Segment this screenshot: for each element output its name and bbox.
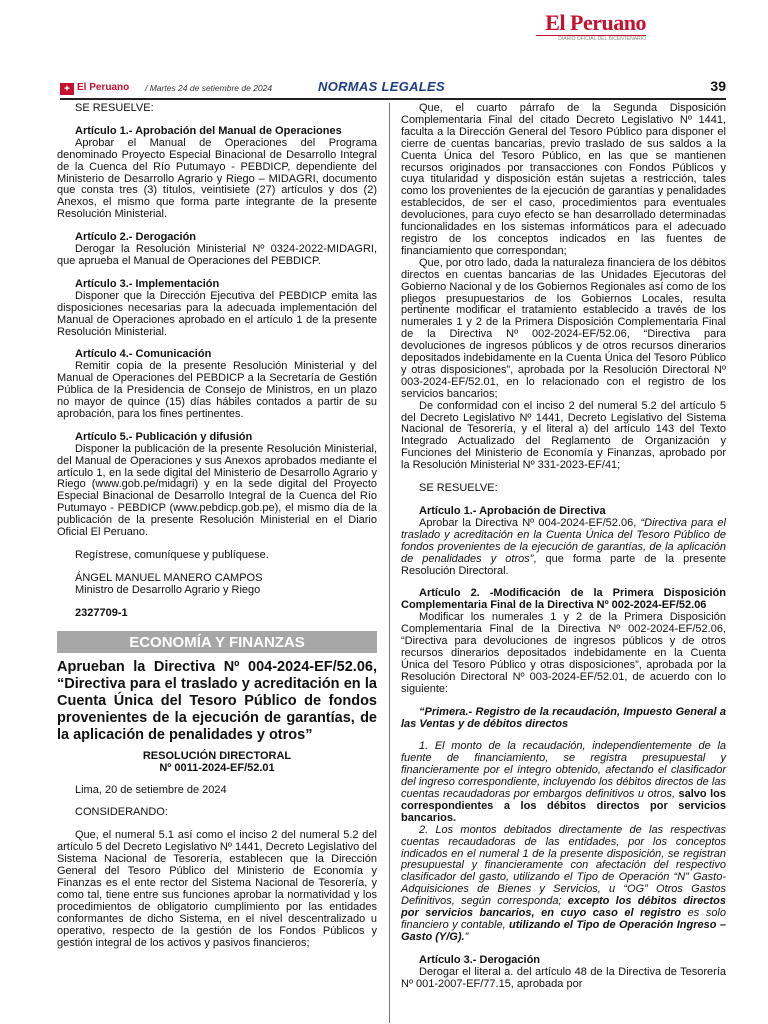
article-heading: Artículo 1.- Aprobación del Manual de Operaciones <box>75 124 342 137</box>
text-run: es solo financiero y contable, <box>401 907 726 931</box>
text-run-bold: salvo los correspondientes a los débitos directos por servicios bancarios. <box>401 788 726 824</box>
se-resuelve: SE RESUELVE: <box>75 102 154 114</box>
article-body: Modificar los numerales 1 y 2 de la Primera Disposición Complementaria Final de la Directiva Nº 002-2024-EF/52.06, “Directiva para devoluciones de ingresos públicos y de otros recursos dinerarios depositados indebidamente en la Cuenta Única del Tesoro Público y otras disposiciones”, aprobada por la Resolución Directoral Nº 003-2024-EF/52.01, de acuerdo con lo siguiente: <box>401 611 726 695</box>
article-body: Remitir copia de la presente Resolución Ministerial y del Manual de Operaciones del PEBDICP a la Secretaría de Gestión Pública de la Presidencia de Consejo de Ministros, en un plazo no mayor de quince (15) días hábiles contados a partir de su aprobación, para los fines pertinentes. <box>57 360 377 420</box>
article-body: Derogar la Resolución Ministerial Nº 0324-2022-MIDAGRI, que aprueba el Manual de Operaciones del PEBDICP. <box>57 243 377 267</box>
article-body: Derogar el literal a. del artículo 48 de la Directiva de Tesorería Nº 001-2007-EF/77.15, aprobada por <box>401 965 726 990</box>
right-column <box>401 103 726 991</box>
article-body: Disponer la publicación de la presente Resolución Ministerial, del Manual de Operaciones y sus Anexos aprobados mediante el artículo 1, en la sede digital del Ministerio de Desarrollo Agrario y Riego (www.gob.pe/midagri) y en la sede digital del Proyecto Especial Binacional de Desarrollo Integral de la Cuenca del Río Putumayo - PEBDICP (www.pebdicp.gob.pe), el mismo día de la publicación de la presente Resolución Ministerial en el Diario Oficial El Peruano. <box>57 442 377 539</box>
considerando-paragraph: De conformidad con el inciso 2 del numeral 5.2 del artículo 5 del Decreto Legislativo Nº 1441, Decreto Legislativo del Sistema Nacional de Tesorería, y el literal a) del artículo 143 del Texto Integrado Actualizado del Reglamento de Organización y Funciones del Ministerio de Economía y Finanzas, aprobado por la Resolución Ministerial Nº 331-2023-EF/41; <box>401 399 726 472</box>
text-run-bold: excepto los débitos directos por servicios bancarios, en cuyo caso el registro <box>401 895 726 920</box>
article-body <box>401 518 726 578</box>
text-run: ” <box>464 930 469 943</box>
article-heading: Artículo 1.- Aprobación de Directiva <box>419 505 606 517</box>
place-date: Lima, 20 de setiembre de 2024 <box>75 783 227 796</box>
resolution-title: RESOLUCIÓN DIRECTORAL <box>142 749 292 762</box>
section-banner: ECONOMÍA Y FINANZAS <box>57 631 377 653</box>
text-run: 2. Los montos debitados directamente de las respectivas cuentas recaudadoras de las entidades, por los conceptos indicados en el numeral 1 de la presente disposición, se registran presupuestal y financieramente con afectación del respectivo clasificador del gasto, utilizando el Tipo de Operación “N” Gasto-Adquisiciones de Bienes y Servicios, u “OG” Otros Gastos Definitivos, según corresponda; <box>401 823 726 908</box>
masthead-brand: El Peruano <box>545 10 646 35</box>
text-run-bold: utilizando el Tipo de Operación Ingreso – Gasto (Y/G). <box>401 919 726 943</box>
text-run-italic: “Directiva para el traslado y acreditación en la Cuenta Única del Tesoro Público de fondos provenientes de la ejecución de garantías, de la aplicación de penalidades y otros” <box>401 516 726 565</box>
text-run: Aprobar la Directiva Nº 004-2024-EF/52.06, <box>419 516 641 529</box>
quoted-item-2 <box>401 825 726 944</box>
article-heading: Artículo 3.- Derogación <box>419 953 541 966</box>
header-date: / Martes 24 de setiembre de 2024 <box>145 83 273 93</box>
considerando: CONSIDERANDO: <box>75 806 168 819</box>
article-body: Disponer que la Dirección Ejecutiva del PEBDICP emita las disposiciones necesarias para la adecuada implementación del Manual de Operaciones aprobado en el artículo 1 de la presente Resolución Ministerial. <box>57 289 377 338</box>
se-resuelve: SE RESUELVE: <box>419 482 498 495</box>
closing-formula: Regístrese, comuníquese y publíquese. <box>75 549 269 561</box>
page-header <box>60 78 726 100</box>
quoted-heading: “Primera.- Registro de la recaudación, Impuesto General a las Ventas y de débitos directos <box>401 705 726 730</box>
article-heading: Artículo 5.- Publicación y difusión <box>75 430 253 443</box>
article-heading: Artículo 3.- Implementación <box>75 277 220 290</box>
header-logo <box>60 82 129 95</box>
publication-code: 2327709-1 <box>75 606 128 619</box>
text-run: 1. El monto de la recaudación, independientemente de la fuente de financiamiento, se registra presupuestal y financieramente por el íntegro obtenido, afectando el clasificador del ingreso correspondiente, incluyendo los débitos directos de las cuentas recaudadoras por embargos definitivos u otros, <box>401 740 726 801</box>
signer-role: Ministro de Desarrollo Agrario y Riego <box>75 583 261 596</box>
signer-name: ÁNGEL MANUEL MANERO CAMPOS <box>75 571 263 584</box>
left-column <box>57 103 377 949</box>
header-rule <box>60 98 726 100</box>
column-divider <box>389 103 390 1023</box>
article-heading: Artículo 2.- Derogación <box>75 231 197 244</box>
header-section: NORMAS LEGALES <box>318 79 445 94</box>
considerando-paragraph: Que, el numeral 5.1 así como el inciso 2 del numeral 5.2 del artículo 5 del Decreto Legislativo Nº 1441, Decreto Legislativo del Sistema Nacional de Tesorería, establecen que la Dirección General del Tesoro Público del Ministerio de Economía y Finanzas es el ente rector del Sistema Nacional de Tesorería, y como tal, tiene entre sus funciones aprobar la normatividad y los procedimientos de obligatorio cumplimiento por las entidades conformantes de dicho Sistema, en el nivel descentralizado u operativo, respecto de la gestión de los Fondos Públicos y gestión integral de los activos y pasivos financieros; <box>57 829 377 949</box>
considerando-paragraph: Que, por otro lado, dada la naturaleza financiera de los débitos directos en cuentas bancarias de las Unidades Ejecutoras del Gobierno Nacional y de los Gobiernos Regionales así como de los pliegos presupuestarios de los Gobiernos Locales, resulta pertinente modificar el tratamiento establecido a través de los numerales 1 y 2 de la Primera Disposición Complementaria Final de la Directiva Nº 002-2024-EF/52.06, “Directiva para devoluciones de ingresos públicos y de otros recursos dinerarios depositados indebidamente en la Cuenta Única del Tesoro Público y otras disposiciones”, aprobada por la Resolución Directoral Nº 003-2024-EF/52.01, en lo relacionado con el registro de los servicios bancarios; <box>401 256 726 400</box>
header-logo-text: El Peruano <box>77 82 130 93</box>
coat-of-arms-icon: ✦ <box>60 83 74 95</box>
norm-title: Aprueban la Directiva Nº 004-2024-EF/52.06, “Directiva para el traslado y acreditación en la Cuenta Única del Tesoro Público de fondos provenientes de la ejecución de garantías, de la aplicación de penalidades y otros” <box>57 658 377 743</box>
article-heading: Artículo 4.- Comunicación <box>75 348 212 361</box>
text-run: , que forma parte de la presente Resolución Directoral. <box>401 552 726 577</box>
page-number: 39 <box>710 78 726 94</box>
resolution-number: Nº 0011-2024-EF/52.01 <box>159 761 275 774</box>
article-body: Aprobar el Manual de Operaciones del Programa denominado Proyecto Especial Binacional de Desarrollo Integral de la Cuenca del Río Putumayo - PEBDICP, dependiente del Ministerio de Desarrollo Agrario y Riego – MIDAGRI, documento que consta tres (3) títulos, veintisiete (27) artículos y dos (2) Anexos, el mismo que forma parte integrante de la presente Resolución Ministerial. <box>57 136 377 221</box>
considerando-paragraph: Que, el cuarto párrafo de la Segunda Disposición Complementaria Final del citado Decreto Legislativo Nº 1441, faculta a la Dirección General del Tesoro Público para disponer el cierre de cuentas bancarias, previo traslado de sus saldos a la Cuenta Única del Tesoro Público, en las que se mantienen recursos originados por transacciones con Fondos Públicos y cuya titularidad y disposición están sujetas a restricción, tales como los provenientes de la ejecución de garantías y penalidades establecidos, de ser el caso, procedimientos para eventuales devoluciones, para cuyo efecto se han desarrollado determinadas funcionalidades en los sistemas informáticos para el adecuado registro de los conceptos indicados en las fuentes de financiamiento que correspondan; <box>401 102 726 257</box>
masthead-tagline: DIARIO OFICIAL DEL BICENTENARIO <box>536 35 646 42</box>
article-heading: Artículo 2. -Modificación de la Primera Disposición Complementaria Final de la Directiva Nº 002-2024-EF/52.06 <box>401 587 726 612</box>
quoted-item-1 <box>401 741 726 824</box>
